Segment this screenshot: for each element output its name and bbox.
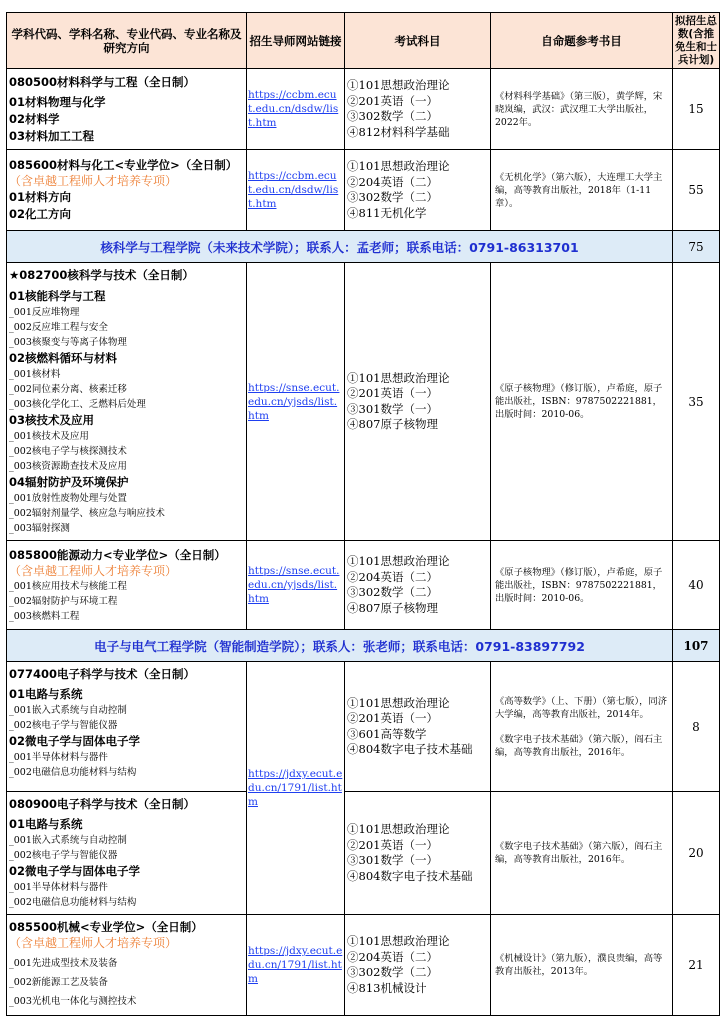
advisor-link[interactable]: https://snse.ecut.edu.cn/yjsds/list.htm [247, 263, 345, 541]
exam-subjects [345, 792, 491, 915]
program-title: ★082700核科学与技术（全日制） [9, 268, 194, 282]
exam-item: ④813机械设计 [347, 980, 427, 995]
program-note: （含卓越工程师人才培养专项） [9, 174, 178, 188]
exam-item: ③302数学（二） [347, 585, 438, 599]
admissions-table [6, 12, 720, 1016]
subdirection-item: _001半导体材料与器件 [9, 882, 108, 893]
subdirection-item: _002核电子学与智能仪器 [9, 720, 118, 731]
direction-item: 01材料物理与化学 [9, 94, 106, 109]
exam-subjects [345, 69, 491, 150]
enrollment-count: 35 [673, 263, 720, 541]
reference-books: 《材料科学基础》（第三版），黄学辉，宋晓岚编，武汉：武汉理工大学出版社，2022年。 [491, 69, 673, 150]
advisor-link[interactable]: https://jdxy.ecut.edu.cn/1791/list.htm [247, 915, 345, 1016]
direction-item: 01材料方向 [9, 190, 72, 204]
exam-item: ②201英语（一） [347, 93, 438, 108]
reference-books: 《无机化学》（第六版），大连理工大学主编，高等教育出版社，2018年（1-11章）。 [491, 150, 673, 231]
exam-item: ①101思想政治理论 [347, 695, 450, 710]
reference-books: 《原子核物理》（修订版），卢希庭，原子能出版社，ISBN：9787502221881，出版时间：2010-06。 [491, 541, 673, 630]
subdirection-item: _002核电子学与核探测技术 [9, 446, 127, 457]
program-cell [7, 662, 247, 792]
direction-item: 02核燃料循环与材料 [9, 351, 118, 365]
college-banner: 电子与电气工程学院（智能制造学院）；联系人：张老师；联系电话：0791-83897792 [7, 630, 673, 662]
enrollment-count: 8 [673, 662, 720, 792]
program-note: （含卓越工程师人才培养专项） [9, 936, 178, 950]
direction-item: 03核技术及应用 [9, 413, 95, 427]
subdirection-item: _001核材料 [9, 369, 61, 380]
exam-item: ③302数学（二） [347, 965, 438, 979]
subdirection-item: _002辐射防护与环境工程 [9, 595, 118, 607]
program-title: 080900电子科学与技术（全日制） [9, 797, 196, 811]
subdirection-item: _002电磁信息功能材料与结构 [9, 767, 137, 778]
subdirection-item: _003光机电一体化与测控技术 [9, 996, 137, 1007]
exam-subjects [345, 150, 491, 231]
direction-item: 01电路与系统 [9, 817, 83, 831]
subdirection-item: _001嵌入式系统与自动控制 [9, 835, 127, 846]
direction-item: 04辐射防护及环境保护 [9, 475, 129, 489]
exam-item: ②201英语（一） [347, 711, 438, 725]
program-title: 085800能源动力<专业学位>（全日制） [9, 547, 226, 562]
program-title: 080500材料科学与工程（全日制） [9, 74, 196, 89]
direction-item: 01核能科学与工程 [9, 289, 106, 303]
exam-subjects [345, 541, 491, 630]
program-cell [7, 792, 247, 915]
enrollment-count: 15 [673, 69, 720, 150]
subdirection-item: _003核聚变与等离子体物理 [9, 337, 127, 348]
exam-item: ④807原子核物理 [347, 417, 438, 431]
subdirection-item: _001反应堆物理 [9, 307, 80, 318]
reference-books: 《机械设计》（第九版），濮良贵编，高等教育出版社，2013年。 [491, 915, 673, 1016]
header-link: 招生导师网站链接 [247, 13, 345, 69]
program-note: （含卓越工程师人才培养专项） [9, 563, 178, 578]
direction-item: 02微电子学与固体电子学 [9, 864, 141, 878]
table-row [7, 263, 720, 541]
subdirection-item: _003核化学化工、乏燃料后处理 [9, 399, 146, 410]
advisor-link[interactable]: https://jdxy.ecut.edu.cn/1791/list.htm [247, 662, 345, 915]
advisor-link[interactable]: https://ccbm.ecut.edu.cn/dsdw/list.htm [247, 69, 345, 150]
book-entry: 《数字电子技术基础》（第六版），阎石主编，高等教育出版社，2016年。 [495, 733, 663, 758]
program-cell [7, 541, 247, 630]
reference-books [491, 662, 673, 792]
advisor-link[interactable]: https://snse.ecut.edu.cn/yjsds/list.htm [247, 541, 345, 630]
exam-item: ③302数学（二） [347, 190, 438, 204]
exam-item: ②201英语（一） [347, 386, 438, 400]
exam-subjects [345, 662, 491, 792]
exam-item: ④812材料科学基础 [347, 124, 450, 139]
program-title: 077400电子科学与技术（全日制） [9, 667, 196, 681]
college-count: 75 [673, 231, 720, 263]
exam-item: ①101思想政治理论 [347, 370, 450, 385]
subdirection-item: _001嵌入式系统与自动控制 [9, 705, 127, 716]
exam-item: ③601高等数学 [347, 726, 427, 741]
subdirection-item: _002电磁信息功能材料与结构 [9, 897, 137, 908]
college-count: 107 [673, 630, 720, 662]
program-cell [7, 69, 247, 150]
exam-item: ④811无机化学 [347, 205, 427, 220]
exam-item: ①101思想政治理论 [347, 159, 450, 173]
exam-subjects [345, 915, 491, 1016]
exam-item: ①101思想政治理论 [347, 554, 450, 568]
program-cell [7, 915, 247, 1016]
direction-item: 02化工方向 [9, 207, 72, 221]
table-row [7, 662, 720, 792]
subdirection-item: _001半导体材料与器件 [9, 752, 108, 763]
subdirection-item: _003核燃料工程 [9, 610, 80, 622]
program-title: 085500机械<专业学位>（全日制） [9, 920, 203, 934]
exam-item: ③301数学（一） [347, 401, 438, 416]
college-row [7, 630, 720, 662]
header-count: 拟招生总数(含推免生和士兵计划) [673, 13, 720, 69]
header-exam: 考试科目 [345, 13, 491, 69]
exam-item: ④804数字电子技术基础 [347, 742, 473, 756]
subdirection-item: _001先进成型技术及装备 [9, 958, 118, 969]
header-row [7, 13, 720, 69]
exam-item: ③301数学（一） [347, 853, 438, 867]
direction-item: 03材料加工工程 [9, 128, 95, 143]
header-books: 自命题参考书目 [491, 13, 673, 69]
exam-item: ④804数字电子技术基础 [347, 868, 473, 883]
reference-books: 《原子核物理》（修订版），卢希庭，原子能出版社，ISBN：9787502221881，出版时间：2010-06。 [491, 263, 673, 541]
enrollment-count: 40 [673, 541, 720, 630]
program-cell [7, 263, 247, 541]
exam-item: ②201英语（一） [347, 837, 438, 852]
subdirection-item: _002核电子学与智能仪器 [9, 850, 118, 861]
exam-item: ②204英语（二） [347, 174, 438, 189]
exam-item: ③302数学（二） [347, 109, 438, 123]
table-row [7, 150, 720, 231]
enrollment-count: 20 [673, 792, 720, 915]
enrollment-count: 21 [673, 915, 720, 1016]
reference-books: 《数字电子技术基础》（第六版），阎石主编，高等教育出版社，2016年。 [491, 792, 673, 915]
exam-item: ④807原子核物理 [347, 600, 438, 615]
subdirection-item: _001核技术及应用 [9, 431, 89, 442]
subdirection-item: _003核资源勘查技术及应用 [9, 461, 127, 472]
exam-subjects [345, 263, 491, 541]
subdirection-item: _002同位素分离、核素迁移 [9, 384, 127, 395]
enrollment-count: 55 [673, 150, 720, 231]
table-row [7, 792, 720, 915]
subdirection-item: _001核应用技术与核能工程 [9, 580, 127, 592]
table-row [7, 69, 720, 150]
subdirection-item: _003辐射探测 [9, 523, 70, 534]
college-row [7, 231, 720, 263]
college-banner: 核科学与工程学院（未来技术学院）；联系人：孟老师；联系电话：0791-86313701 [7, 231, 673, 263]
table-row [7, 915, 720, 1016]
exam-item: ①101思想政治理论 [347, 934, 450, 948]
subdirection-item: _002辐射剂量学、核应急与响应技术 [9, 508, 165, 519]
table-row [7, 541, 720, 630]
advisor-link[interactable]: https://ccbm.ecut.edu.cn/dsdw/list.htm [247, 150, 345, 231]
exam-item: ①101思想政治理论 [347, 78, 450, 92]
exam-item: ②204英语（二） [347, 569, 438, 584]
direction-item: 01电路与系统 [9, 687, 83, 701]
book-entry: 《高等数学》（上、下册）（第七版），同济大学编，高等教育出版社，2014年。 [495, 695, 667, 720]
direction-item: 02材料学 [9, 111, 60, 126]
subdirection-item: _002新能源工艺及装备 [9, 977, 108, 988]
program-cell [7, 150, 247, 231]
program-title: 085600材料与化工<专业学位>（全日制） [9, 158, 238, 172]
exam-item: ①101思想政治理论 [347, 822, 450, 836]
subdirection-item: _001放射性废物处理与处置 [9, 493, 127, 504]
direction-item: 02微电子学与固体电子学 [9, 734, 141, 748]
header-program: 学科代码、学科名称、专业代码、专业名称及研究方向 [7, 13, 247, 69]
subdirection-item: _002反应堆工程与安全 [9, 322, 108, 333]
exam-item: ②204英语（二） [347, 949, 438, 964]
